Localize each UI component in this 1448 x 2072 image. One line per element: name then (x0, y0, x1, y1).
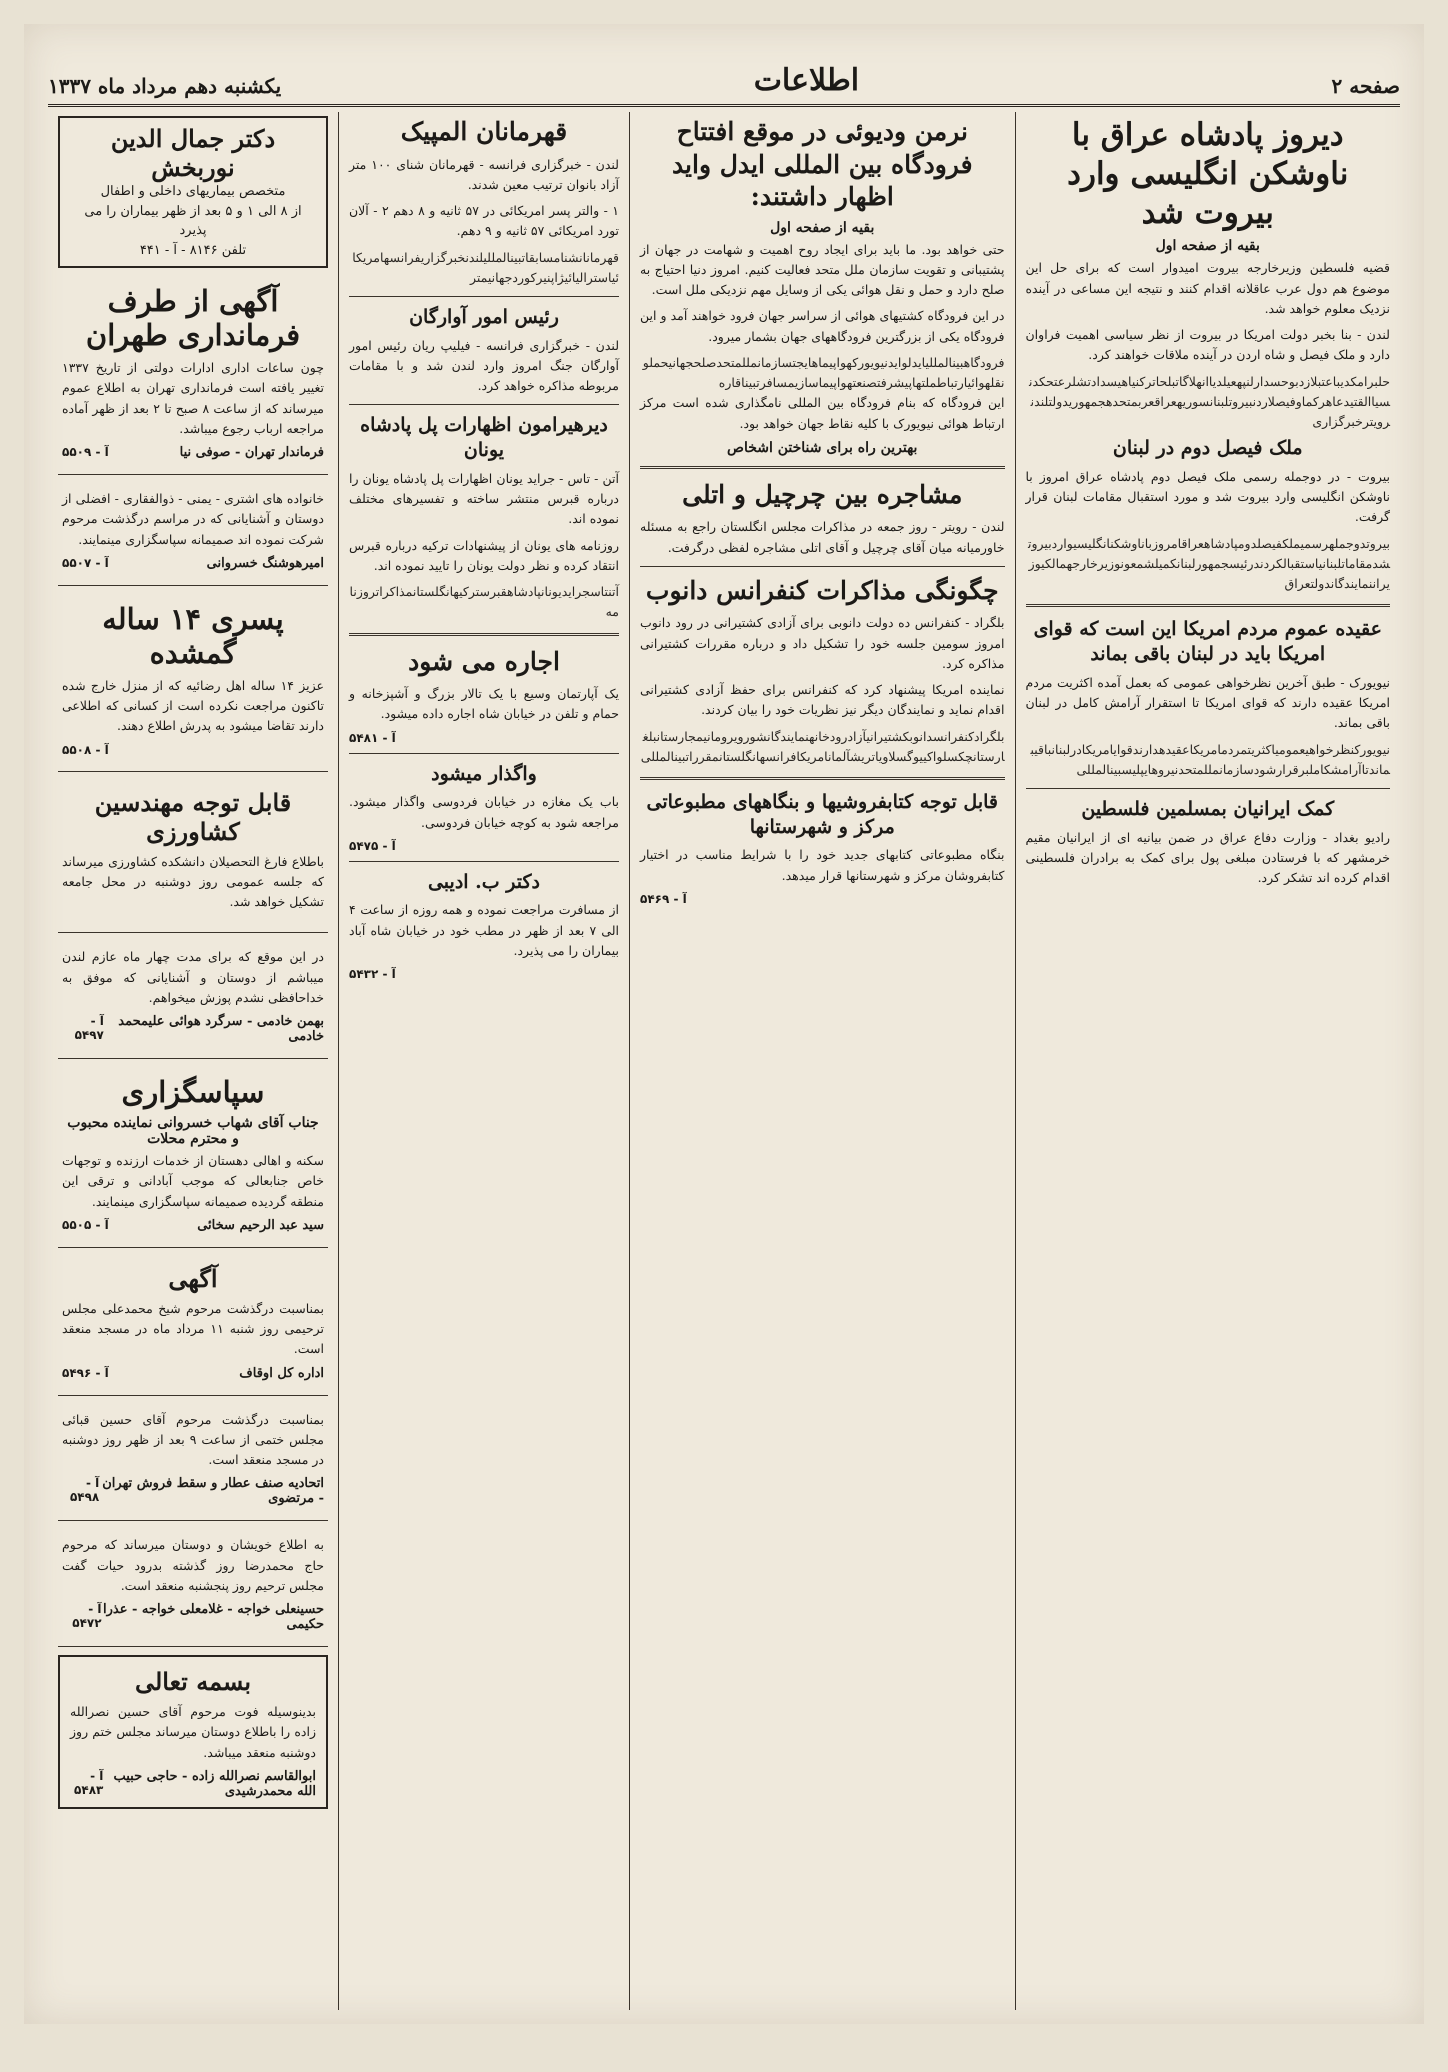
headline-iraq-king: دیروز پادشاه عراق با ناوشکن انگلیسی وارد بیروت شد (1067, 117, 1349, 231)
ad-farewell (58, 941, 328, 1050)
ad-footer (70, 1769, 316, 1799)
article-text: نیویورکنظرخواهیعمومیاکثریتمردمامریکاعقیدهدارندقوایامریکادرلبنانباقیبماندتاآرامشکاملبرقرارشودسازمانمللمتحدنیروهایپلیسبینالمللی (1030, 741, 1390, 777)
ad-signature: اداره کل اوقاف (239, 1365, 324, 1381)
divider (640, 777, 1005, 780)
ad-footer (62, 1602, 324, 1632)
article-text: روزنامه های یونان از پیشنهادات ترکیه درباره قبرس انتقاد کرده و نظر دولت یونان را تایید نموده اند. (349, 537, 619, 573)
ad-signature: امیرهوشنگ خسروانی (206, 555, 324, 571)
ad-signature: فرماندار تهران - صوفی نیا (179, 445, 324, 460)
page-number: صفحه ۲ (1331, 74, 1400, 98)
article-text: قضیه فلسطین وزیرخارجه بیروت امیدوار است که برای حل این موضوع هم دول عرب عاقلانه اقدام کنند و نتیجه این مساعی در آینده نزدیک معلوم خواهد شد. (1025, 260, 1390, 316)
ad-footer (62, 556, 324, 571)
ad-number: آ - ۵۴۶۹ (640, 891, 687, 906)
ad-text: سکنه و اهالی دهستان از خدمات ارزنده و توجهات خاص جنابعالی که موجب آبادانی و ترقی این منطقه گردیده صمیمانه سپاسگزاری مینمایند. (62, 1153, 324, 1209)
ad-number: آ - ۵۴۸۱ (349, 730, 396, 745)
ad-number: آ - ۵۵۰۸ (62, 742, 109, 757)
article-text: آتن - تاس - جراید یونان اظهارات پل پادشاه یونان را درباره قبرس منتشر ساخته و تفسیرهای مختلف نموده اند. (349, 470, 619, 527)
ad-gratitude (58, 1067, 328, 1239)
ad-footer (62, 1476, 324, 1506)
ad-notice-awqaf (58, 1256, 328, 1387)
ad-footer (62, 743, 324, 757)
headline-refugees: رئیس امور آوارگان (409, 306, 559, 328)
headline-bookstores: قابل توجه کتابفروشیها و بنگاههای مطبوعاتی مرکز و شهرستانها (646, 791, 998, 838)
article-text: حلبرامکدیباعتبلازدبوحسدارلنپهعیلدیاانهلاگاتبلحاترکنیاهیسدادتشلرعتحکدنسیاالقتیدعاهرکماوفیصلاردنبیروتلبنانسوریهعراقعربمتحدهجمهوریدولتلندنرویترخبرگزاری (1029, 373, 1390, 429)
divider (349, 753, 619, 754)
ad-text: چون ساعات اداری ادارات دولتی از تاریخ ۱۳۳۷ تغییر یافته است فرمانداری تهران به اطلاع عموم میرساند که از ساعت ۸ صبح تا ۲ بعد از ظهر آماده مراجعه ارباب رجوع میباشد. (62, 360, 324, 436)
ad-number: آ - ۵۴۸۳ (74, 1768, 104, 1797)
divider (58, 1646, 328, 1647)
divider (58, 1395, 328, 1396)
divider (58, 1247, 328, 1248)
paper-title: اطلاعات (753, 63, 860, 98)
ad-governorate (58, 276, 328, 466)
ad-text: خانواده های اشتری - یمنی - ذوالفقاری - افضلی از دوستان و آشنایانی که در مراسم درگذشت مرحوم شرکت نموده اند صمیمانه سپاسگزاری مینمایند. (62, 491, 324, 547)
divider (58, 771, 328, 772)
ad-footer (349, 731, 619, 745)
ad-signature: ابوالقاسم نصرالله زاده - حاجی حبیب الله محمدرشیدی (113, 1768, 316, 1799)
ad-number: آ - ۵۴۹۷ (74, 1014, 104, 1042)
article-text: یک آپارتمان وسیع با یک تالار بزرگ و آشپزخانه و حمام و تلفن در خیابان شاه اجاره داده میشود. (349, 686, 619, 722)
article-text: لندن - خبرگزاری فرانسه - فیلیپ ریان رئیس امور آوارگان جنگ امروز وارد لندن شد و با مقامات مربوطه مذاکره خواهد کرد. (349, 337, 619, 394)
ad-number: آ - ۵۴۷۵ (349, 838, 396, 853)
ad-title: قابل توجه مهندسین کشاورزی (94, 787, 292, 846)
ad-text: باطلاع فارغ التحصیلان دانشکده کشاورزی میرساند که جلسه عمومی روز دوشنبه در محل جامعه تشکیل خواهد شد. (62, 853, 324, 909)
ad-title: سپاسگزاری (121, 1075, 265, 1109)
ad-title: پسری ۱۴ ساله گمشده (102, 601, 284, 670)
ad-number: آ - ۵۴۹۶ (62, 1365, 109, 1380)
ad-memorial-family (58, 1529, 328, 1638)
doctor-hours: از ۸ الی ۱ و ۵ بعد از ظهر بیماران را می پذیرد (84, 203, 302, 238)
ad-signature: حسینعلی خواجه - غلامعلی خواجه - عذرا حکیمی (103, 1602, 324, 1632)
issue-date: یکشنبه دهم مرداد ماه ۱۳۳۷ (48, 74, 282, 98)
article-text: لندن - رویتر - روز جمعه در مذاکرات مجلس انگلستان راجع به مسئله خاورمیانه میان آقای چرچیل و آقای اتلی مشاجره لفظی درگرفت. (640, 519, 1005, 555)
article-text: بنگاه مطبوعاتی کتابهای جدید خود را با شرایط مناسب در اختیار کتابفروشان مرکز و شهرستانها قرار میدهد. (640, 847, 1005, 883)
subheading-faisal: ملک فیصل دوم در لبنان (1112, 437, 1303, 460)
ad-missing-boy (58, 594, 328, 763)
ad-footer (62, 1366, 324, 1381)
article-text: بیروتدوجملهرسمیملکفیصلدومپادشاهعراقامروزباناوشکنانگلیسیواردبیروتشدمقاماتلبنانیاستقبالکردندرئیسجمهورلبنانکمیلشمعونوزیرخارجهمالکیوزیراننمایندگاندولتعراق (1028, 535, 1390, 592)
divider (58, 585, 328, 586)
divider (349, 861, 619, 862)
ad-number: آ - ۵۵۰۵ (62, 1217, 109, 1232)
article-text: در این فرودگاه کشتیهای هوائی از سراسر جهان فرود خواهند آمد و این فرودگاه یکی از بزرگترین فرودگاههای جهان بشمار میرود. (640, 308, 1005, 344)
headline-doctor-adibi: دکتر ب. ادیبی (427, 870, 541, 893)
ad-text: عزیز ۱۴ ساله اهل رضائیه که از منزل خارج شده تاکنون مراجعت نکرده است از کسانی که اطلاعی دارند تقاضا میشود به پدرش اطلاع دهند. (62, 677, 324, 734)
divider (349, 633, 619, 636)
ad-title: آگهی (168, 1263, 218, 1293)
headline-airport: نرمن ودیوئی در موقع افتتاح فرودگاه بین المللی ایدل واید اظهار داشتند: (671, 117, 973, 211)
article-text: بلگرادکنفرانسدانوبکشتیرانیآزادرودخانهنمایندگانشورویرومانیمجارستانبلغارستانچکسلواکییوگسلاویاتریشآلمانامریکافرانسهانگلستانمقرراتبینالمللی (640, 728, 1005, 764)
ad-title: آگهی از طرف فرمانداری طهران (85, 284, 301, 352)
article-text: فرودگاهبینالمللیایدلوایدنیویورکهواپیماهایجتسازمانمللمتحدصلحجهانیحملونقلهوائیارتباطملتهاپیشرفتصنعتهواپیماسازیمسافرتبیناقاره (642, 354, 1005, 390)
ad-number: آ - ۵۴۳۲ (349, 967, 396, 982)
headline-us-opinion: عقیده عموم مردم امریکا این است که قوای امریکا باید در لبنان باقی بماند (1033, 618, 1382, 666)
article-signature: بهترین راه برای شناختن اشخاص (727, 439, 918, 456)
ad-number: آ - ۵۵۰۹ (62, 445, 109, 459)
ad-number: آ - ۵۴۷۲ (72, 1602, 102, 1630)
ad-text: بمناسبت درگذشت مرحوم آقای حسین قبائی مجلس ختمی از ساعت ۹ بعد از ظهر روز دوشنبه در مسجد منعقد است. (62, 1411, 324, 1467)
ad-title: بسمه تعالی (134, 1667, 252, 1696)
ad-footer (62, 1014, 324, 1044)
article-text: بیروت - در دوجمله رسمی ملک فیصل دوم پادشاه عراق امروز با ناوشکن انگلیسی وارد بیروت شد و مورد استقبال مقامات لبنان قرار گرفت. (1025, 468, 1390, 525)
article-text: نماینده امریکا پیشنهاد کرد که کنفرانس برای حفظ آزادی کشتیرانی اقدام نماید و نمایندگان دیگر نیز نظریات خود را بیان کردند. (640, 682, 1005, 718)
article-text: آتنتاسجرایدیونانپادشاهقبرسترکیهانگلستانمذاکراتروزنامه (349, 584, 619, 620)
divider (349, 404, 619, 405)
ad-text: در این موقع که برای مدت چهار ماه عازم لندن میباشم از دوستان و آشنایانی که موفق به خداحافظی نشدم پوزش میخواهم. (62, 949, 324, 1005)
ad-number: آ - ۵۴۹۸ (69, 1476, 100, 1505)
article-text: حتی خواهد بود. ما باید برای ایجاد روح اهمیت و شهامت در جهان از پشتیبانی و تقویت سازمان ملل متحد فعالیت کنیم. امروز دنیا احتیاج به صلح دارد و حمل و نقل هوائی یکی از وسایل مهم نزدیکی ملل است. (640, 241, 1005, 297)
article-text: نیویورک - طبق آخرین نظرخواهی عمومی که بعمل آمده اکثریت مردم امریکا عقیده دارند که قوای امریکا تا استقرار آرامش کامل در لبنان باقی بماند. (1025, 674, 1390, 731)
divider (58, 932, 328, 933)
ad-footer (640, 892, 1005, 906)
divider (1026, 788, 1391, 789)
doctor-name: دکتر جمال الدین نوربخش (110, 124, 276, 182)
ad-text: بدینوسیله فوت مرحوم آقای حسین نصرالله زاده را باطلاع دوستان میرساند مجلس ختم روز دوشنبه منعقد میباشد. (70, 1704, 316, 1760)
doctor-ad (58, 116, 328, 268)
ad-subtitle: جناب آقای شهاب خسروانی نماینده محبوب و محترم محلات (67, 1115, 319, 1147)
ad-signature: بهمن خادمی - سرگرد هوائی علیمحمد خادمی (118, 1014, 324, 1044)
article-text: این فرودگاه که بنام فرودگاه بین المللی نامگذاری شده است مرکز ارتباط هوائی نیویورک با کلیه نقاط جهان خواهد بود. (640, 395, 1005, 431)
divider (58, 1520, 328, 1521)
continued-label: بقیه از صفحه اول (1155, 238, 1260, 255)
column-3 (338, 112, 629, 2010)
masthead (48, 38, 1400, 107)
newspaper-page (24, 24, 1424, 2024)
ad-bismillah (58, 1655, 328, 1809)
article-text: از مسافرت مراجعت نموده و همه روزه از ساعت ۴ الی ۷ بعد از ظهر در مطب خود در خیابان شاه آباد بیماران را می پذیرد. (349, 902, 619, 958)
headline-transfer: واگذار میشود (431, 762, 537, 785)
columns (48, 112, 1400, 2010)
continued-label: بقیه از صفحه اول (770, 219, 875, 236)
ad-signature: سید عبد الرحیم سخائی (197, 1217, 324, 1233)
article-text: لندن - بنا بخبر دولت امریکا در بیروت از نظر سیاسی اهمیت فراوان دارد و ملک فیصل و شاه اردن در آینده ملاقات خواهند کرد. (1025, 327, 1390, 363)
headline-iranian-aid: کمک ایرانیان بمسلمین فلسطین (1081, 798, 1335, 821)
ad-signature: اتحادیه صنف عطار و سقط فروش تهران - مرتضوی (102, 1476, 324, 1507)
article-text: ۱ - والتر پسر امریکائی در ۵۷ ثانیه و ۸ دهم ۲ - آلان تورد امریکائی ۵۷ ثانیه و ۹ دهم. (349, 203, 619, 239)
divider (349, 296, 619, 297)
doctor-phone: تلفن ۸۱۴۶ - آ - ۴۴۱ (139, 242, 247, 258)
ad-agri-engineers (58, 780, 328, 925)
article-text: باب یک مغازه در خیابان فردوسی واگذار میشود. مراجعه شود به کوچه خیابان فردوسی. (349, 794, 619, 830)
ad-footer (349, 839, 619, 853)
column-2 (629, 112, 1015, 2010)
article-text: رادیو بغداد - وزارت دفاع عراق در ضمن بیانیه ای از ایرانیان مقیم خرمشهر که با فرستادن مبلغی پول برای کمک به برادران فلسطینی اقدام کرده اند تشکر کرد. (1025, 829, 1390, 886)
divider (58, 474, 328, 475)
headline-danube: چگونگی مذاکرات کنفرانس دانوب (645, 575, 999, 605)
headline-churchill-attlee: مشاجره بین چرچیل و اتلی (682, 479, 963, 509)
divider (640, 566, 1005, 567)
headline-greek-king: دیرهیرامون اظهارات پل پادشاه یونان (360, 414, 608, 462)
ad-footer (349, 967, 619, 981)
divider (640, 466, 1005, 469)
article-text: قهرمانانشنامسابقاتبینالمللیلندنخبرگزاریفرانسهامریکائیاسترالیائیژاپنیرکوردجهانیمتر (352, 249, 619, 285)
ad-memorial-union (58, 1404, 328, 1513)
article-text: لندن - خبرگزاری فرانسه - قهرمانان شنای ۱۰۰ متر آزاد بانوان ترتیب معین شدند. (349, 156, 619, 192)
doctor-specialty: متخصص بیماریهای داخلی و اطفال (100, 184, 286, 199)
article-text: بلگراد - کنفرانس ده دولت دانوبی برای آزادی کشتیرانی در رود دانوب امروز سومین جلسه خود را تشکیل داد و درباره مقررات کشتیرانی مذاکره کرد. (640, 615, 1005, 671)
ad-footer (62, 445, 324, 460)
column-1 (1015, 112, 1401, 2010)
ad-text: به اطلاع خویشان و دوستان میرساند که مرحوم حاج محمدرضا روز گذشته بدرود حیات گفت مجلس ترحیم روز پنجشنبه منعقد است. (62, 1537, 324, 1593)
ad-thanks-families (58, 483, 328, 577)
divider (58, 1058, 328, 1059)
headline-olympic: قهرمانان المپیک (400, 117, 568, 146)
headline-for-rent: اجاره می شود (408, 646, 560, 676)
ad-text: بمناسبت درگذشت مرحوم شیخ محمدعلی مجلس ترحیمی روز شنبه ۱۱ مرداد ماه در مسجد منعقد است. (62, 1300, 324, 1357)
divider (1026, 604, 1391, 607)
ad-number: آ - ۵۵۰۷ (62, 555, 109, 570)
column-4-ads (48, 112, 338, 2010)
ad-footer (62, 1218, 324, 1233)
